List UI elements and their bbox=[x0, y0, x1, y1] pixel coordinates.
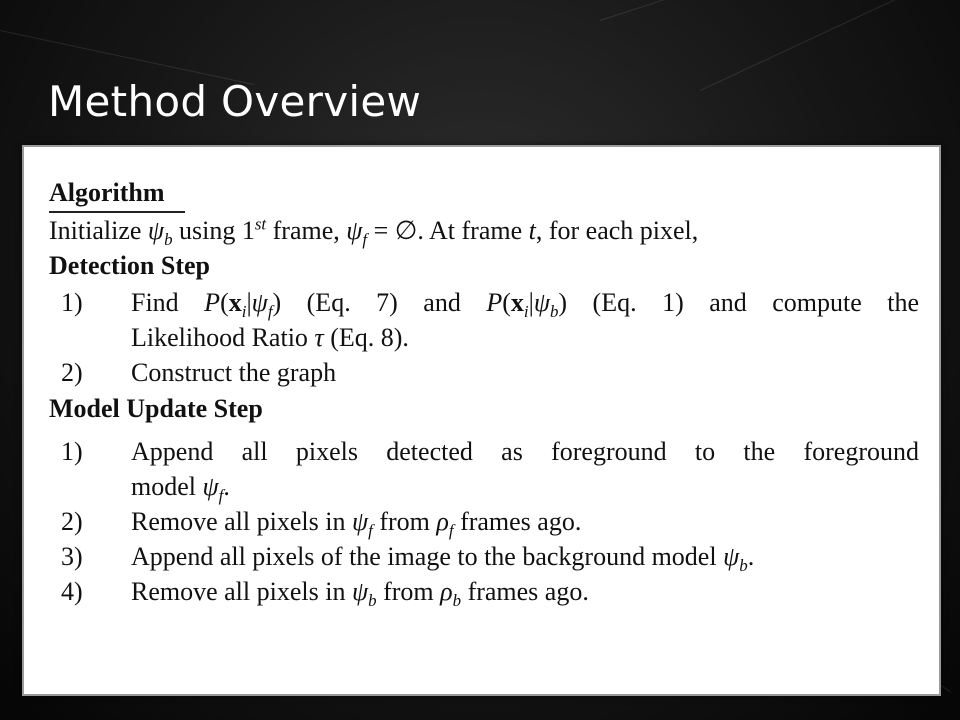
step-text: Remove all pixels in $\psi_b$ from $\rho_b$ frames ago. bbox=[131, 577, 589, 611]
algorithm-title: Algorithm bbox=[49, 177, 185, 213]
detection-heading: Detection Step bbox=[49, 251, 211, 280]
step-number: 2) bbox=[61, 507, 83, 536]
list-item bbox=[49, 504, 919, 539]
step-number: 2) bbox=[61, 358, 83, 387]
algorithm-panel bbox=[22, 145, 941, 696]
list-item bbox=[49, 574, 919, 609]
init-line: Initialize $\psi_b$ using 1st frame, $\psi_f$ = ∅. At frame t, for each pixel, bbox=[49, 214, 699, 250]
step-number: 1) bbox=[61, 288, 83, 317]
slide-title: Method Overview bbox=[48, 77, 422, 126]
list-item bbox=[49, 539, 919, 574]
list-item bbox=[49, 355, 919, 390]
step-text: Append all pixels detected as foreground to the foreground model $\psi_f$. bbox=[131, 437, 919, 506]
step-text: Construct the graph bbox=[131, 358, 337, 387]
step-number: 4) bbox=[61, 577, 83, 606]
step-number: 1) bbox=[61, 437, 83, 466]
step-text: Append all pixels of the image to the background model $\psi_b$. bbox=[131, 542, 755, 576]
algorithm-box bbox=[49, 177, 919, 611]
list-item bbox=[49, 285, 919, 355]
background-streak bbox=[700, 0, 960, 91]
step-text: Find $P(x_i|\psi_f)$ (Eq. 7) and $P(x_i|\psi_b)$ (Eq. 1) and compute the Likelihood Ratio τ (Eq. 8). bbox=[131, 288, 920, 352]
update-steps bbox=[49, 434, 919, 609]
list-item bbox=[49, 434, 919, 504]
update-heading: Model Update Step bbox=[49, 394, 263, 423]
detection-steps bbox=[49, 285, 919, 390]
step-text: Remove all pixels in $\psi_f$ from $\rho_f$ frames ago. bbox=[131, 507, 582, 541]
background-streak bbox=[600, 0, 960, 21]
step-number: 3) bbox=[61, 542, 83, 571]
